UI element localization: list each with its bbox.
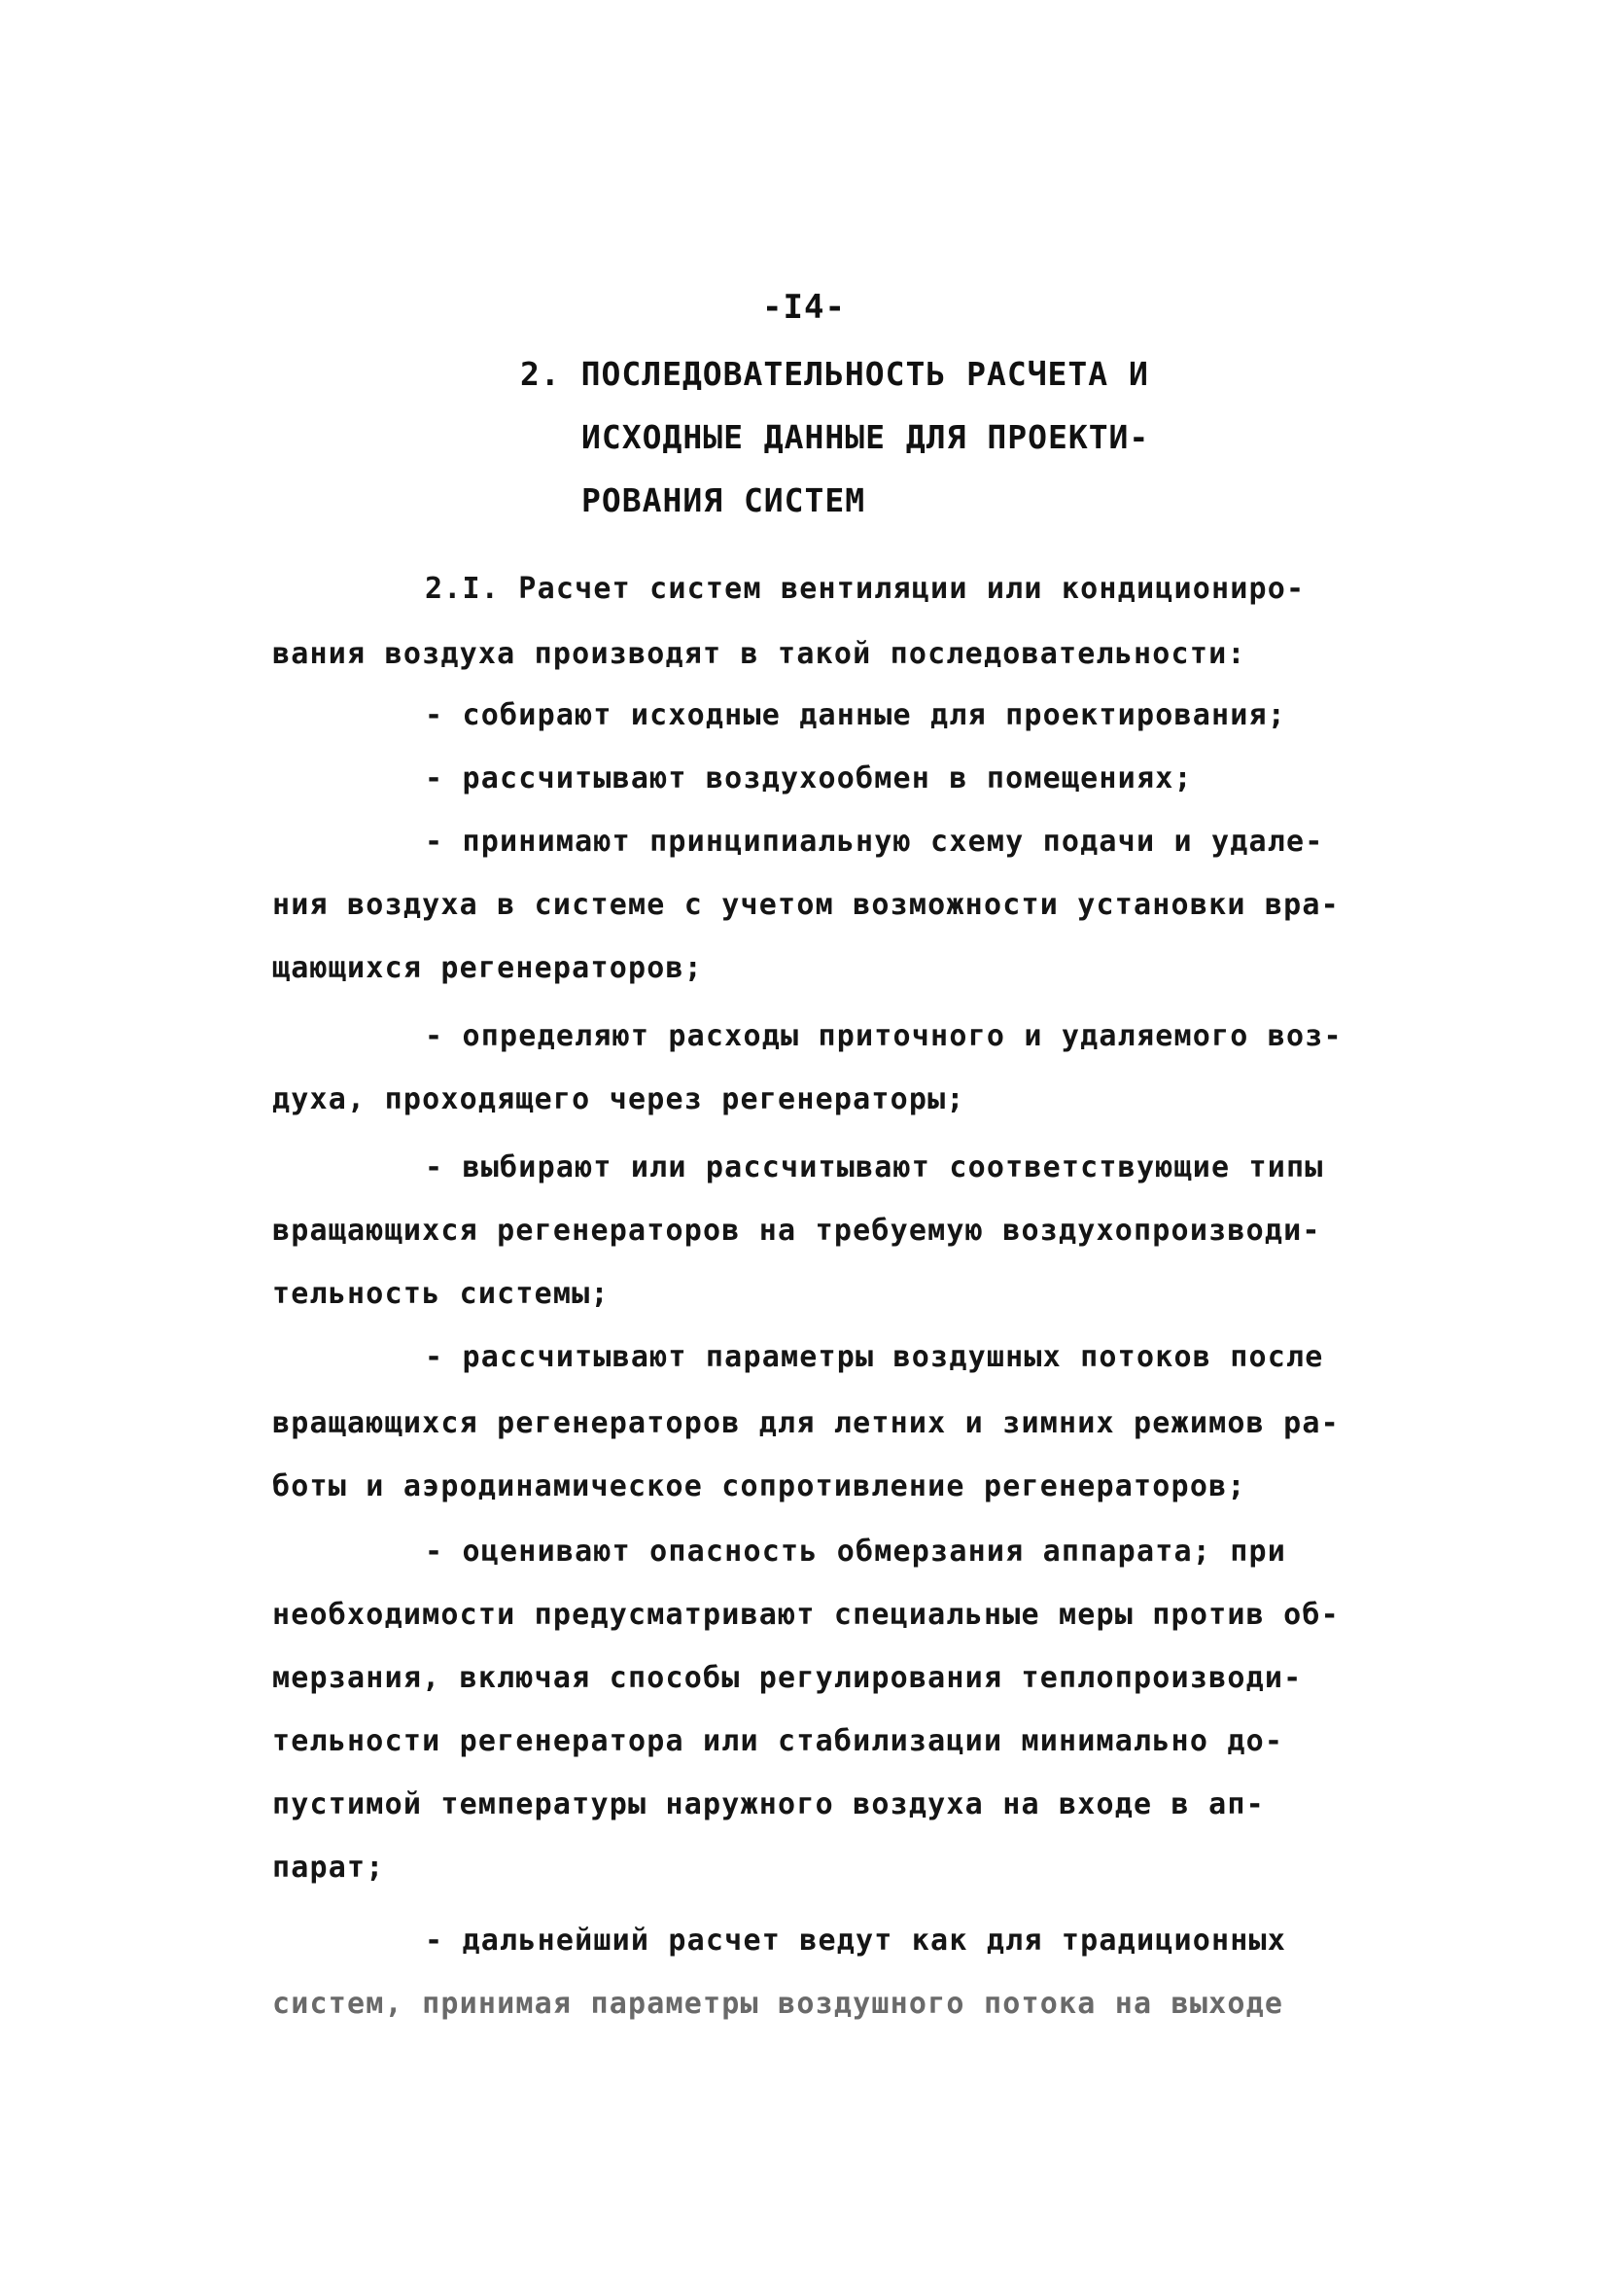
paragraph-line: вания воздуха производят в такой последовательности: [272, 637, 1246, 671]
section-heading-line: РОВАНИЯ СИСТЕМ [581, 481, 866, 519]
paragraph-line: тельности регенератора или стабилизации минимально до- [272, 1724, 1284, 1758]
paragraph-line: вращающихся регенераторов для летних и зимних режимов ра- [272, 1406, 1340, 1440]
paragraph-line: пустимой температуры наружного воздуха на входе в ап- [272, 1787, 1265, 1821]
list-item: - дальнейший расчет ведут как для традиционных [425, 1924, 1287, 1958]
list-item: - оценивают опасность обмерзания аппарата; при [425, 1535, 1287, 1569]
list-item: - выбирают или рассчитывают соответствующие типы [425, 1150, 1324, 1184]
paragraph-line: мерзания, включая способы регулирования теплопроизводи- [272, 1661, 1303, 1695]
list-item: - собирают исходные данные для проектирования; [425, 698, 1287, 732]
list-item: - определяют расходы приточного и удаляемого воз- [425, 1019, 1343, 1053]
paragraph-line: необходимости предусматривают специальные меры против об- [272, 1598, 1340, 1632]
paragraph-line: вращающихся регенераторов на требуемую воздухопроизводи- [272, 1214, 1321, 1248]
list-item: - принимают принципиальную схему подачи и удале- [425, 825, 1324, 859]
paragraph-line: боты и аэродинамическое сопротивление регенераторов; [272, 1469, 1246, 1503]
paragraph-line: щающихся регенераторов; [272, 951, 704, 985]
list-item: - рассчитывают параметры воздушных потоков после [425, 1340, 1324, 1374]
paragraph-line: 2.I. Расчет систем вентиляции или кондициониро- [425, 572, 1306, 606]
section-heading-line: ИСХОДНЫЕ ДАННЫЕ ДЛЯ ПРОЕКТИ- [581, 418, 1150, 456]
paragraph-line: тельность системы; [272, 1277, 610, 1311]
section-heading-line: 2. ПОСЛЕДОВАТЕЛЬНОСТЬ РАСЧЕТА И [520, 355, 1149, 393]
paragraph-line: духа, проходящего через регенераторы; [272, 1082, 965, 1116]
list-item: - рассчитывают воздухообмен в помещениях; [425, 761, 1193, 795]
paragraph-line: парат; [272, 1851, 385, 1885]
page-number: -I4- [762, 288, 846, 327]
paragraph-line: ния воздуха в системе с учетом возможности установки вра- [272, 888, 1340, 922]
paragraph-line: систем, принимая параметры воздушного потока на выходе [272, 1987, 1284, 2021]
